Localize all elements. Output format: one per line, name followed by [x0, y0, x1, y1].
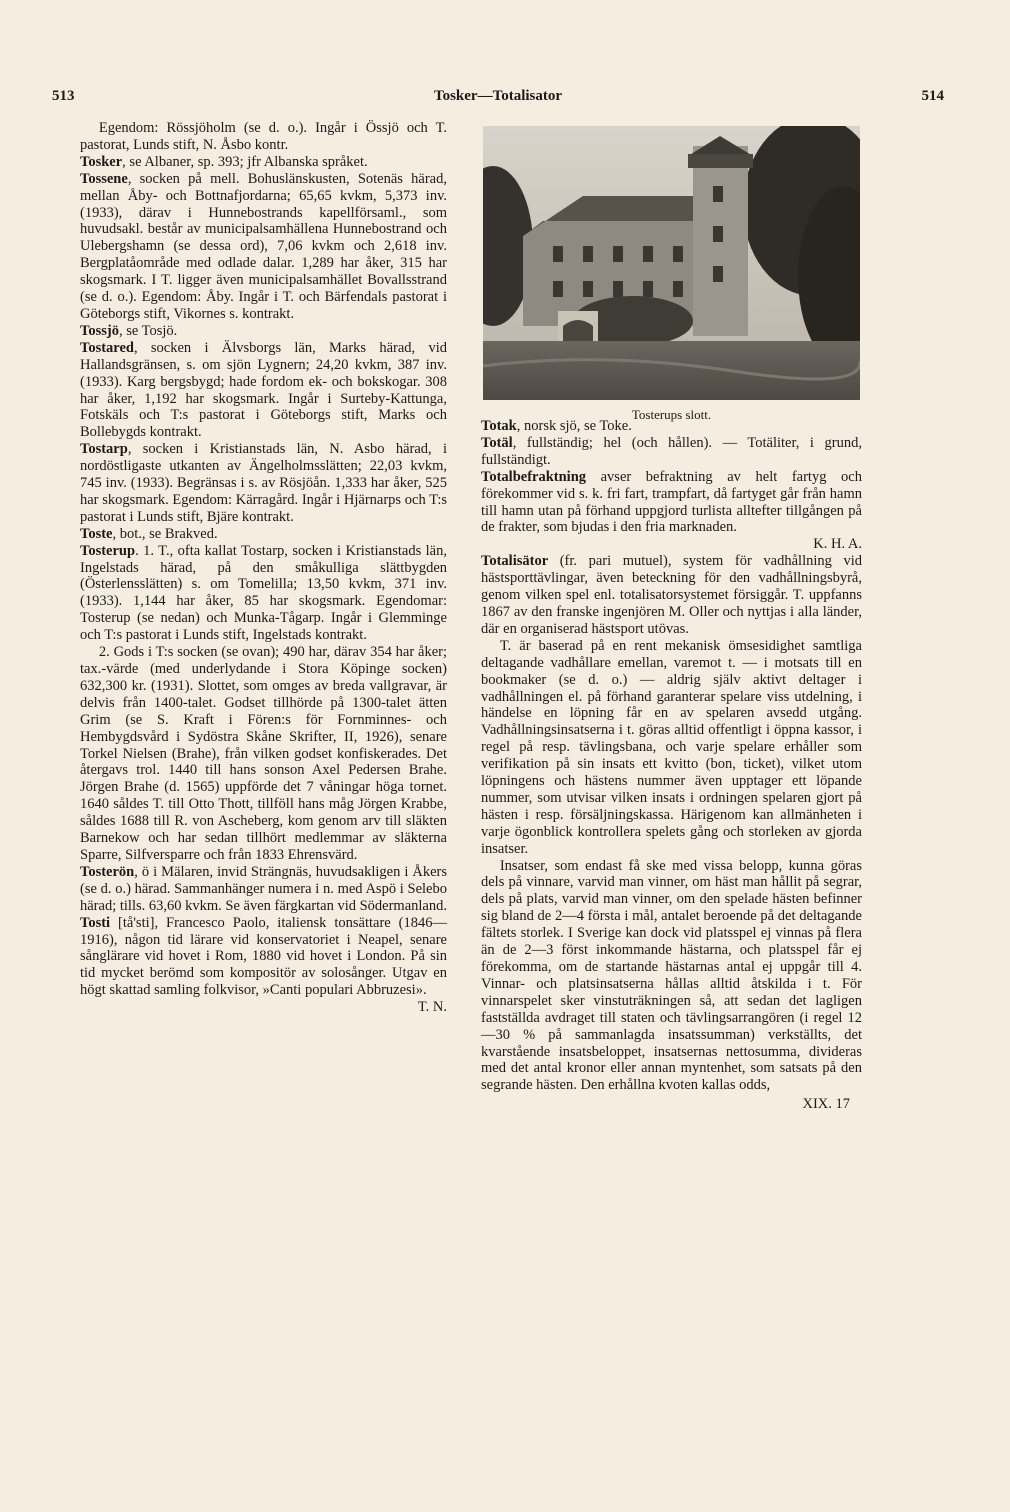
- headword: Totak: [481, 418, 517, 434]
- headword: Tosti: [80, 914, 111, 931]
- entry-text: , se Tosjö.: [118, 322, 178, 339]
- headword: Tosterup: [80, 542, 136, 559]
- entry-text: , bot., se Brakved.: [112, 525, 218, 542]
- left-signature: T. N.: [417, 999, 447, 1016]
- left-entry: [80, 441, 447, 526]
- right-entry: [481, 435, 862, 469]
- left-entry: [80, 120, 447, 154]
- left-entry: [80, 171, 447, 323]
- left-entry: [80, 864, 447, 915]
- headword: Totäl: [481, 434, 513, 451]
- right-entry: [481, 553, 862, 638]
- left-entry: [80, 323, 447, 340]
- entry-text: , ö i Mälaren, invid Strängnäs, huvudsakligen i Åkers (se d. o.) härad. Sammanhänger numera i n. med Aspö i Selebo härad; tills. 63,60 kvkm. Se även färgkartan vid Södermanland.: [80, 863, 447, 914]
- right-signature: K. H. A.: [813, 536, 862, 553]
- entry-text: . 1. T., ofta kallat Tostarp, socken i Kristianstads län, Ingelstads härad, på den småkulliga slättbygden (Österlensslätten) s. om Tomelilla; 13,50 kvkm, 371 inv. (1933). 1,144 har åker, 85 har skogsmark. Egendomar: Tosterup (se nedan) och Munka-Tågarp. Ingår i Glemminge och T:s pastorat i Lunds stift, Ingelstads kontrakt.: [80, 542, 447, 644]
- castle-photo: [483, 126, 860, 400]
- left-entry: [80, 543, 447, 644]
- headword: Tosker: [80, 153, 123, 170]
- entry-text: T. är baserad på en rent mekanisk ömsesidighet samtliga deltagande vadhållare emellan, varemot t. — i motsats till en bookmaker (se d. o.) — aldrig själv aktivt deltager i vadhållningen el. på förhand garanterar spelare viss utdelning, i händelse en löpning får en av spelaren avsedd utgång. Vadhållningsinsatserna i t. göras alltid offentligt i öppna kassor, i regel på resp. tävlingsbana, och varje spelare erhåller som verifikation på sin insats ett kvitto (bon, ticket), vilket utom löpningens och hästens nummer även upptager ett löpande nummer, som utvisar vilken insats i ordningen spelaren gjort på hästen i resp. försäljningskassa. Härigenom kan allmänheten i varje ögonblick kontrollera spelets gång och storleken av gjorda insatser.: [481, 637, 862, 857]
- right-column-body: [481, 418, 862, 1113]
- entry-text: , fullständig; hel (och hållen). — Totäliter, i grund, fullständigt.: [481, 434, 862, 468]
- left-entry: [80, 154, 447, 171]
- left-entry: [80, 340, 447, 441]
- running-title: Tosker—Totalisator: [433, 88, 563, 104]
- entry-text: avser befraktning av helt fartyg och förekommer vid s. k. fri fart, trampfart, då fartyget går från hamn till hamn utan på förhand uppgjord turlista alltefter tillgången på de frakter, som bjudas i den fria marknaden.: [481, 468, 862, 536]
- entry-text: , se Albaner, sp. 393; jfr Albanska språket.: [122, 153, 368, 170]
- castle-illustration: [483, 126, 860, 400]
- entry-text: [tå'sti], Francesco Paolo, italiensk tonsättare (1846—1916), någon tid lärare vid konservatoriet i Neapel, senare sånglärare vid hovet i Rom, 1880 vid hovet i London. På sin tid mycket berömd som kompositör av solosånger. Utgav en högt skattad samling folkvisor, »Canti populari Abbruzesi».: [80, 914, 447, 999]
- left-entry: [80, 526, 447, 543]
- entry-text: (fr. pari mutuel), system för vadhållning vid hästsporttävlingar, även beteckning för den vadhållningsbyrå, genom vilken spel enl. totalisatorsystemet försiggår. T. uppfanns 1867 av den franske ingenjören M. Oller och nyttjas i alla länder, där en organiserad hästsport utövas.: [481, 553, 862, 637]
- left-column: [80, 120, 447, 1016]
- entry-text: , socken i Älvsborgs län, Marks härad, vid Hallandsgränsen, s. om sjön Lygnern; 24,20 kvkm, 387 inv. (1933). Karg bergsbygd; hade fordom ek- och bokskogar. 308 har åker, 1,192 har skogsmark. Ingår i Surteby-Kattunga, Fotskäls och T:s pastorat i Göteborgs stift, Marks och Bollebygds kontrakt.: [80, 339, 447, 441]
- right-entry: [481, 469, 862, 554]
- entry-text: , socken på mell. Bohuslänskusten, Sotenäs härad, mellan Åby- och Bottnafjordarna; 65,65 kvkm, 5,373 inv. (1933), därav i Hunnebostrands kapellförsaml., som huvudsakl. består av municipalsamhällena Hunnebostrand och Ulebergshamn (se dessa ord), 7,06 kvkm och 2,618 inv. Bergplatåområde med odlade dalar. 1,289 har åker, 315 har skogsmark. I T. ligger även municipalsamhället Bovallsstrand (se d. o.). Egendom: Åby. Ingår i T. och Bärfendals pastorat i Göteborgs stift, Vikornes s. kontrakt.: [80, 170, 447, 322]
- right-entry: [481, 638, 862, 858]
- headword: Tossjö: [80, 322, 119, 339]
- entry-text: Egendom: Rössjöholm (se d. o.). Ingår i Össjö och T. pastorat, Lunds stift, N. Åsbo kontr.: [80, 120, 447, 153]
- headword: Totalbefraktning: [481, 468, 587, 485]
- entry-text: , norsk sjö, se Toke.: [516, 418, 632, 434]
- entry-text: Insatser, som endast få ske med vissa belopp, kunna göras dels på vinnare, varvid man vinner, om häst man hållit på segrar, dels på plats, varvid man vinner, om den spelade hästen befinner sig bland de 2—4 första i mål, antalet beroende på det deltagande fältets storlek. I Sverige kan dock vid platsspel ej vinnas på flera än de 2—3 först inkommande hästarna, och platsspel får ej förekomma, om de startande hästarnas antal ej uppgår till 4. Vinnar- och platsinsatserna hållas alltid åtskilda i t. För vinnarspelet sker vinstuträkningen så, att sedan det lagligen fastställda avdraget till staten och tävlingsarrangören (i regel 12—30 % på sammanlagda insatssumman) verkställts, det kvarstående insatsbeloppet, insatsernas nettosumma, divideras med det antal kronor eller annan myntenhet, som satsats på den segrande hästen. Den erhållna kvoten kallas odds,: [481, 857, 862, 1094]
- right-column: [481, 120, 862, 1113]
- entry-text: , socken i Kristianstads län, N. Asbo härad, i nordöstligaste utkanten av Ängelholmsslätten; 22,03 kvkm, 745 inv. (1933). Begränsas i s. av Rösjöån. 1,333 har åker, 525 har skogsmark. Egendom: Kärragård. Ingår i Hjärnarps och T:s pastorat i Lunds stift, Bjäre kontrakt.: [80, 441, 447, 525]
- headword: Tossene: [80, 170, 128, 187]
- headword: Tosterön: [80, 863, 135, 880]
- headword: Toste: [80, 525, 113, 542]
- figure: [481, 126, 862, 422]
- headword: Tostarp: [80, 441, 128, 458]
- left-entry: [80, 915, 447, 1016]
- headword: Tostared: [80, 339, 134, 356]
- page-number-right: 514: [921, 88, 944, 104]
- entry-text: 2. Gods i T:s socken (se ovan); 490 har, därav 354 har åker; tax.-värde (med underlydande i Stora Köpinge socken) 632,300 kr. (1931). Slottet, som omges av breda vallgravar, är delvis från 1400-talet. Godset tillhörde på 1300-talet ätten Grim (se S. Kraft i Fören:s för Fornminnes- och Hembygdsvård i Sydöstra Skåne Skrifter, II, 1926), senare Torkel Nielsen (Brahe), från vilken godset konfiskerades. Det återgavs trol. 1440 till hans sonson Axel Pedersen Brahe. Jörgen Brahe (d. 1565) uppförde det 7 våningar höga tornet. 1640 såldes T. till Otto Thott, tillföll hans måg Jörgen Krabbe, såldes 1688 till R. von Ascheberg, kom genom arv till släkten Barnekow och har sedan tillhört medlemmar av släkterna Sparre, Silfversparre och från 1833 Ehrensvärd.: [80, 644, 447, 863]
- left-entry: [80, 644, 447, 864]
- volume-mark: XIX. 17: [802, 1096, 850, 1113]
- right-entry: [481, 858, 862, 1095]
- page-header: [52, 88, 944, 110]
- figure-caption: Tosterups slott.: [631, 407, 712, 422]
- page-number-left: 513: [52, 88, 75, 104]
- headword: Totalisätor: [481, 553, 549, 570]
